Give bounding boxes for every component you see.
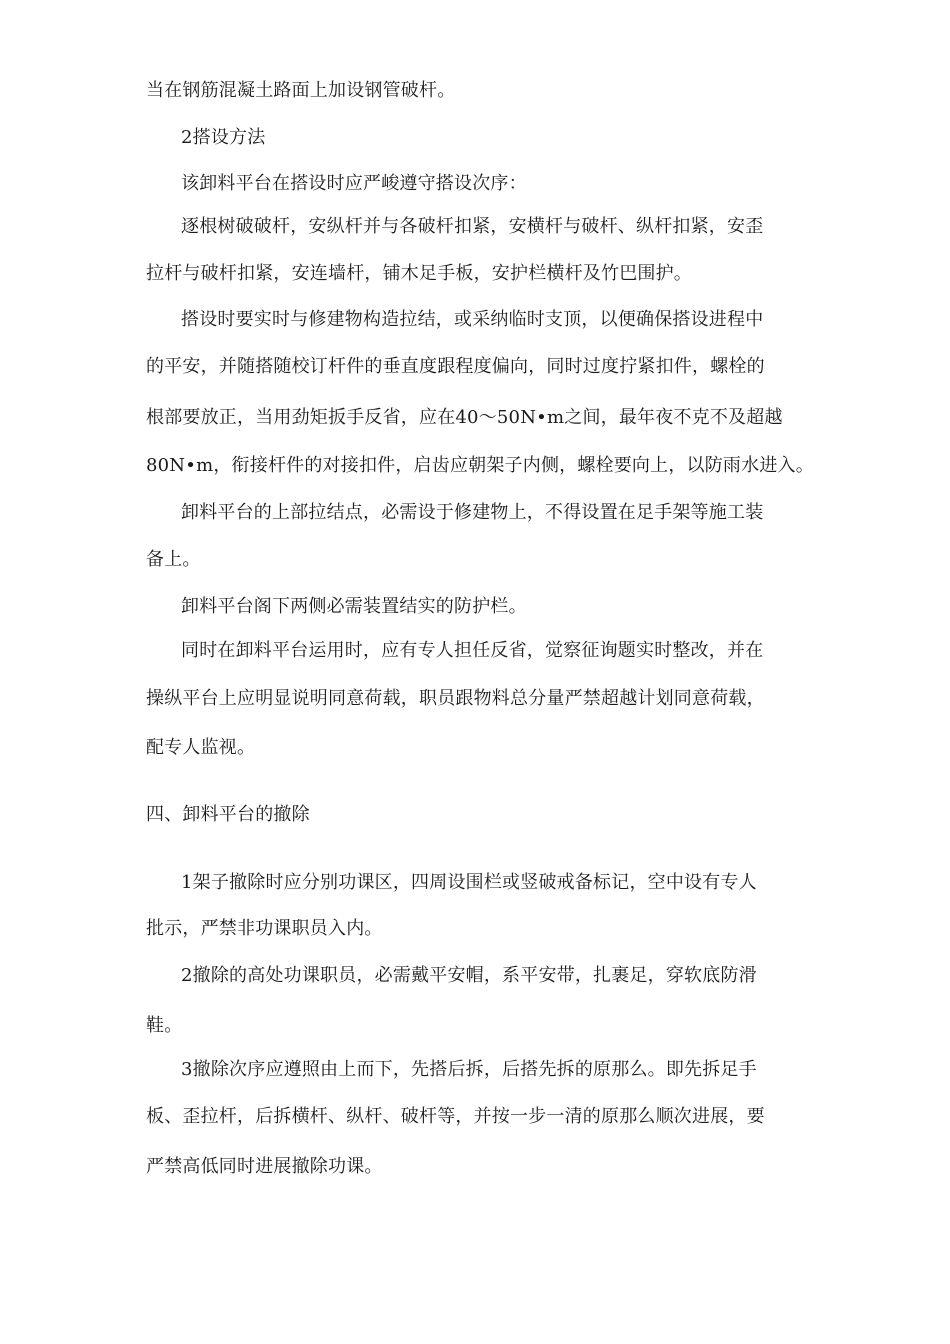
text-line: 拉杆与破杆扣紧，安连墙杆，铺木足手板，安护栏横杆及竹巴围护。 bbox=[146, 263, 692, 284]
text-line: 同时在卸料平台运用时，应有专人担任反省，觉察征询题实时整改，并在 bbox=[181, 640, 764, 661]
section-heading: 2搭设方法 bbox=[181, 127, 266, 148]
text-line: 操纵平台上应明显说明同意荷载，职员跟物料总分量严禁超越计划同意荷载， bbox=[146, 688, 765, 709]
section-heading: 四、卸料平台的撤除 bbox=[146, 804, 310, 825]
text-line: 备上。 bbox=[146, 549, 201, 570]
text-line: 当在钢筋混凝土路面上加设钢管破杆。 bbox=[146, 80, 456, 101]
text-line: 1架子撤除时应分别功课区，四周设围栏或竖破戒备标记，空中设有专人 bbox=[181, 872, 757, 893]
text-line: 批示，严禁非功课职员入内。 bbox=[146, 918, 383, 939]
text-line: 根部要放正，当用劲矩扳手反省，应在40～50N•m之间，最年夜不克不及超越 bbox=[146, 407, 783, 428]
text-line: 2撤除的高处功课职员，必需戴平安帽，系平安带，扎裹足，穿软底防滑 bbox=[181, 965, 757, 986]
text-line: 卸料平台的上部拉结点，必需设于修建物上，不得设置在足手架等施工装 bbox=[181, 502, 764, 523]
text-line: 80N•m，衔接杆件的对接扣件，启齿应朝架子内侧，螺栓要向上，以防雨水进入。 bbox=[146, 455, 814, 476]
text-line: 板、歪拉杆，后拆横杆、纵杆、破杆等，并按一步一清的原那么顺次进展，要 bbox=[146, 1106, 765, 1127]
text-line: 鞋。 bbox=[146, 1015, 183, 1036]
text-line: 的平安，并随搭随校订杆件的垂直度跟程度偏向，同时过度拧紧扣件，螺栓的 bbox=[146, 356, 765, 377]
text-line: 3撤除次序应遵照由上而下，先搭后拆，后搭先拆的原那么。即先拆足手 bbox=[181, 1059, 757, 1080]
text-line: 卸料平台阁下两侧必需装置结实的防护栏。 bbox=[181, 596, 527, 617]
text-line: 配专人监视。 bbox=[146, 737, 256, 758]
text-line: 逐根树破破杆，安纵杆并与各破杆扣紧，安横杆与破杆、纵杆扣紧，安歪 bbox=[181, 216, 764, 237]
text-line: 搭设时要实时与修建物构造拉结，或采纳临时支顶，以便确保搭设进程中 bbox=[181, 309, 764, 330]
text-line: 严禁高低同时进展撤除功课。 bbox=[146, 1156, 383, 1177]
text-line: 该卸料平台在搭设时应严峻遵守搭设次序： bbox=[181, 173, 527, 194]
